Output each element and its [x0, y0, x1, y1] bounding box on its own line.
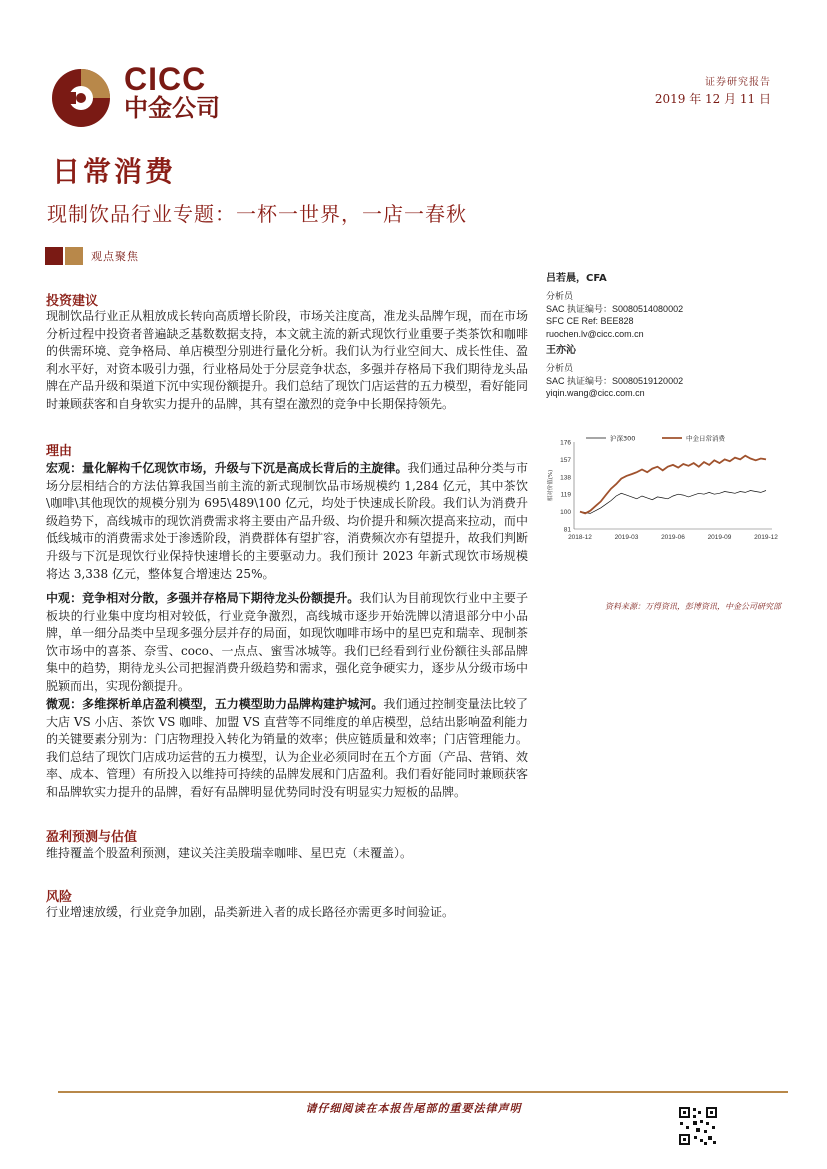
x-tick-label: 2019-12 [754, 534, 778, 541]
meso-body: 我们认为目前现饮行业中主要子板块的行业集中度均相对较低，行业竞争激烈，高线城市逐步开始洗牌以清退部分中小品牌，单一细分品类中呈现多强分层并存的局面，如现饮咖啡市场中的星巴克和瑞幸、现制茶饮市场中的喜茶、奈雪、coco、一点点、蜜雪冰城等。我们已经看到行业份额往头部品牌集中的趋势，期待龙头公司把握消费升级趋势和需求，强化竞争硬实力，逐步从分级市场中脱颖而出，实现份额提升。 [46, 591, 528, 693]
logo-text-cn: 中金公司 [124, 94, 220, 122]
risk-heading: 风险 [46, 890, 73, 905]
analyst-sac: SAC 执证编号：S0080514080002 [546, 303, 684, 314]
micro-lead: 微观：多维探析单店盈利模型，五力模型助力品牌构建护城河。 [46, 697, 384, 711]
x-tick-label: 2019-09 [707, 534, 732, 541]
sector-title: 日常消费 [52, 155, 177, 188]
y-axis-label: 相对价值(%) [548, 469, 554, 502]
invest-heading: 投资建议 [46, 294, 99, 309]
logo-text-en: CICC [124, 61, 207, 97]
analyst-email[interactable]: yiqin.wang@cicc.com.cn [546, 388, 645, 398]
invest-body: 现制饮品行业正从粗放成长转向高质增长阶段，市场关注度高，准龙头品牌乍现，而在市场分析过程中投资者普遍缺乏基数数据支持，本文就主流的新式现饮行业重要子类茶饮和咖啡的供需环境、竞争格局、单店模型分别进行量化分析。我们认为行业空间大、成长性佳、盈利水平好，对资本吸引力强，行业格局处于分层竞争状态，多强并存格局下我们期待龙头品牌在产品升级和渠道下沉中实现份额提升。我们总结了现饮门店运营的五力模型，看好能同时兼顾获客和自身软实力提升的品牌，其有望在激烈的竞争中长期保持领先。 [46, 309, 528, 411]
analyst-sac: SAC 执证编号：S0080519120002 [546, 375, 684, 386]
legend-label: 中金日常消费 [686, 434, 725, 443]
x-tick-label: 2018-12 [568, 534, 592, 541]
chart-source: 资料来源：万得资讯，彭博资讯，中金公司研究部 [605, 602, 781, 611]
report-type: 证券研究报告 [705, 77, 771, 88]
analyst-name: 王亦沁 [546, 345, 576, 356]
y-tick-label: 176 [560, 439, 571, 447]
profit-body: 维持覆盖个股盈利预测，建议关注美股瑞幸咖啡、星巴克（未覆盖）。 [46, 846, 413, 860]
x-tick-label: 2019-06 [661, 534, 685, 541]
tag-square-dark [45, 247, 63, 265]
meso-lead: 中观：竞争相对分散，多强并存格局下期待龙头份额提升。 [46, 591, 360, 605]
macro-lead: 宏观：量化解构千亿现饮市场，升级与下沉是高成长背后的主旋律。 [46, 461, 408, 475]
reason-heading: 理由 [46, 444, 73, 459]
meso-paragraph [46, 590, 528, 696]
qr-code-icon [678, 1106, 718, 1146]
tag-label: 观点聚焦 [91, 250, 139, 263]
analyst-1 [546, 272, 786, 340]
x-tick-label: 2019-03 [614, 534, 639, 541]
analyst-2 [546, 344, 786, 400]
performance-chart [546, 432, 786, 547]
viewpoint-tag [45, 248, 139, 264]
y-tick-label: 100 [560, 509, 571, 517]
y-tick-label: 138 [560, 474, 571, 482]
micro-paragraph [46, 696, 528, 802]
risk-body: 行业增速放缓，行业竞争加剧，品类新进入者的成长路径亦需更多时间验证。 [46, 905, 455, 919]
series-line-1 [580, 456, 766, 514]
report-date: 2019 年 12 月 11 日 [654, 92, 771, 106]
analyst-email[interactable]: ruochen.lv@cicc.com.cn [546, 328, 644, 339]
report-title: 现制饮品行业专题：一杯一世界，一店一春秋 [47, 202, 467, 226]
profit-heading: 盈利预测与估值 [46, 830, 138, 845]
micro-body: 我们通过控制变量法比较了大店 VS 小店、茶饮 VS 咖啡、加盟 VS 直营等不同维度的单店模型，总结出影响盈利能力的关键要素分别为：门店物理投入转化为销量的效率；供应链质量和效率；门店管理能力。我们总结了现饮门店成功运营的五力模型，认为企业必须同时在五个方面（产品、营销、效率、成本、管理）有所投入以维持可持续的品牌发展和门店盈利。我们看好能同时兼顾获客和品牌软实力提升的品牌，看好有品牌明显优势同时没有明显实力短板的品牌。 [46, 697, 528, 799]
y-tick-label: 119 [560, 491, 571, 499]
analyst-name: 吕若晨，CFA [546, 273, 607, 284]
y-tick-label: 157 [560, 456, 571, 464]
analyst-role: 分析员 [546, 291, 574, 301]
tag-square-gold [65, 247, 83, 265]
analyst-role: 分析员 [546, 363, 574, 373]
analyst-sfc: SFC CE Ref: BEE828 [546, 316, 634, 326]
footer-disclaimer[interactable]: 请仔细阅读在本报告尾部的重要法律声明 [305, 1102, 522, 1115]
macro-body: 我们通过品种分类与市场分层相结合的方法估算我国当前主流的新式现制饮品市场规模约 1,284 亿元，其中茶饮\咖啡\其他现饮的规模分别为 695\489\100 亿元，均处于快速成长阶段。我们认为消费升级趋势下，高线城市的现饮消费需求将主要由产品升级、均价提升和频次提高来拉动，而中低线城市的消费需求处于渗透阶段，消费群体有望扩容，消费频次亦有望提升，故我们判断升级与下沉是现饮行业保持快速增长的主要驱动力。我们预计 2023 年新式现饮市场规模将达 3,338 亿元，整体复合增速达 25%。 [46, 461, 528, 581]
macro-paragraph [46, 460, 528, 583]
legend-label: 沪深300 [610, 434, 636, 443]
y-tick-label: 81 [563, 526, 571, 534]
footer-divider [58, 1091, 788, 1093]
